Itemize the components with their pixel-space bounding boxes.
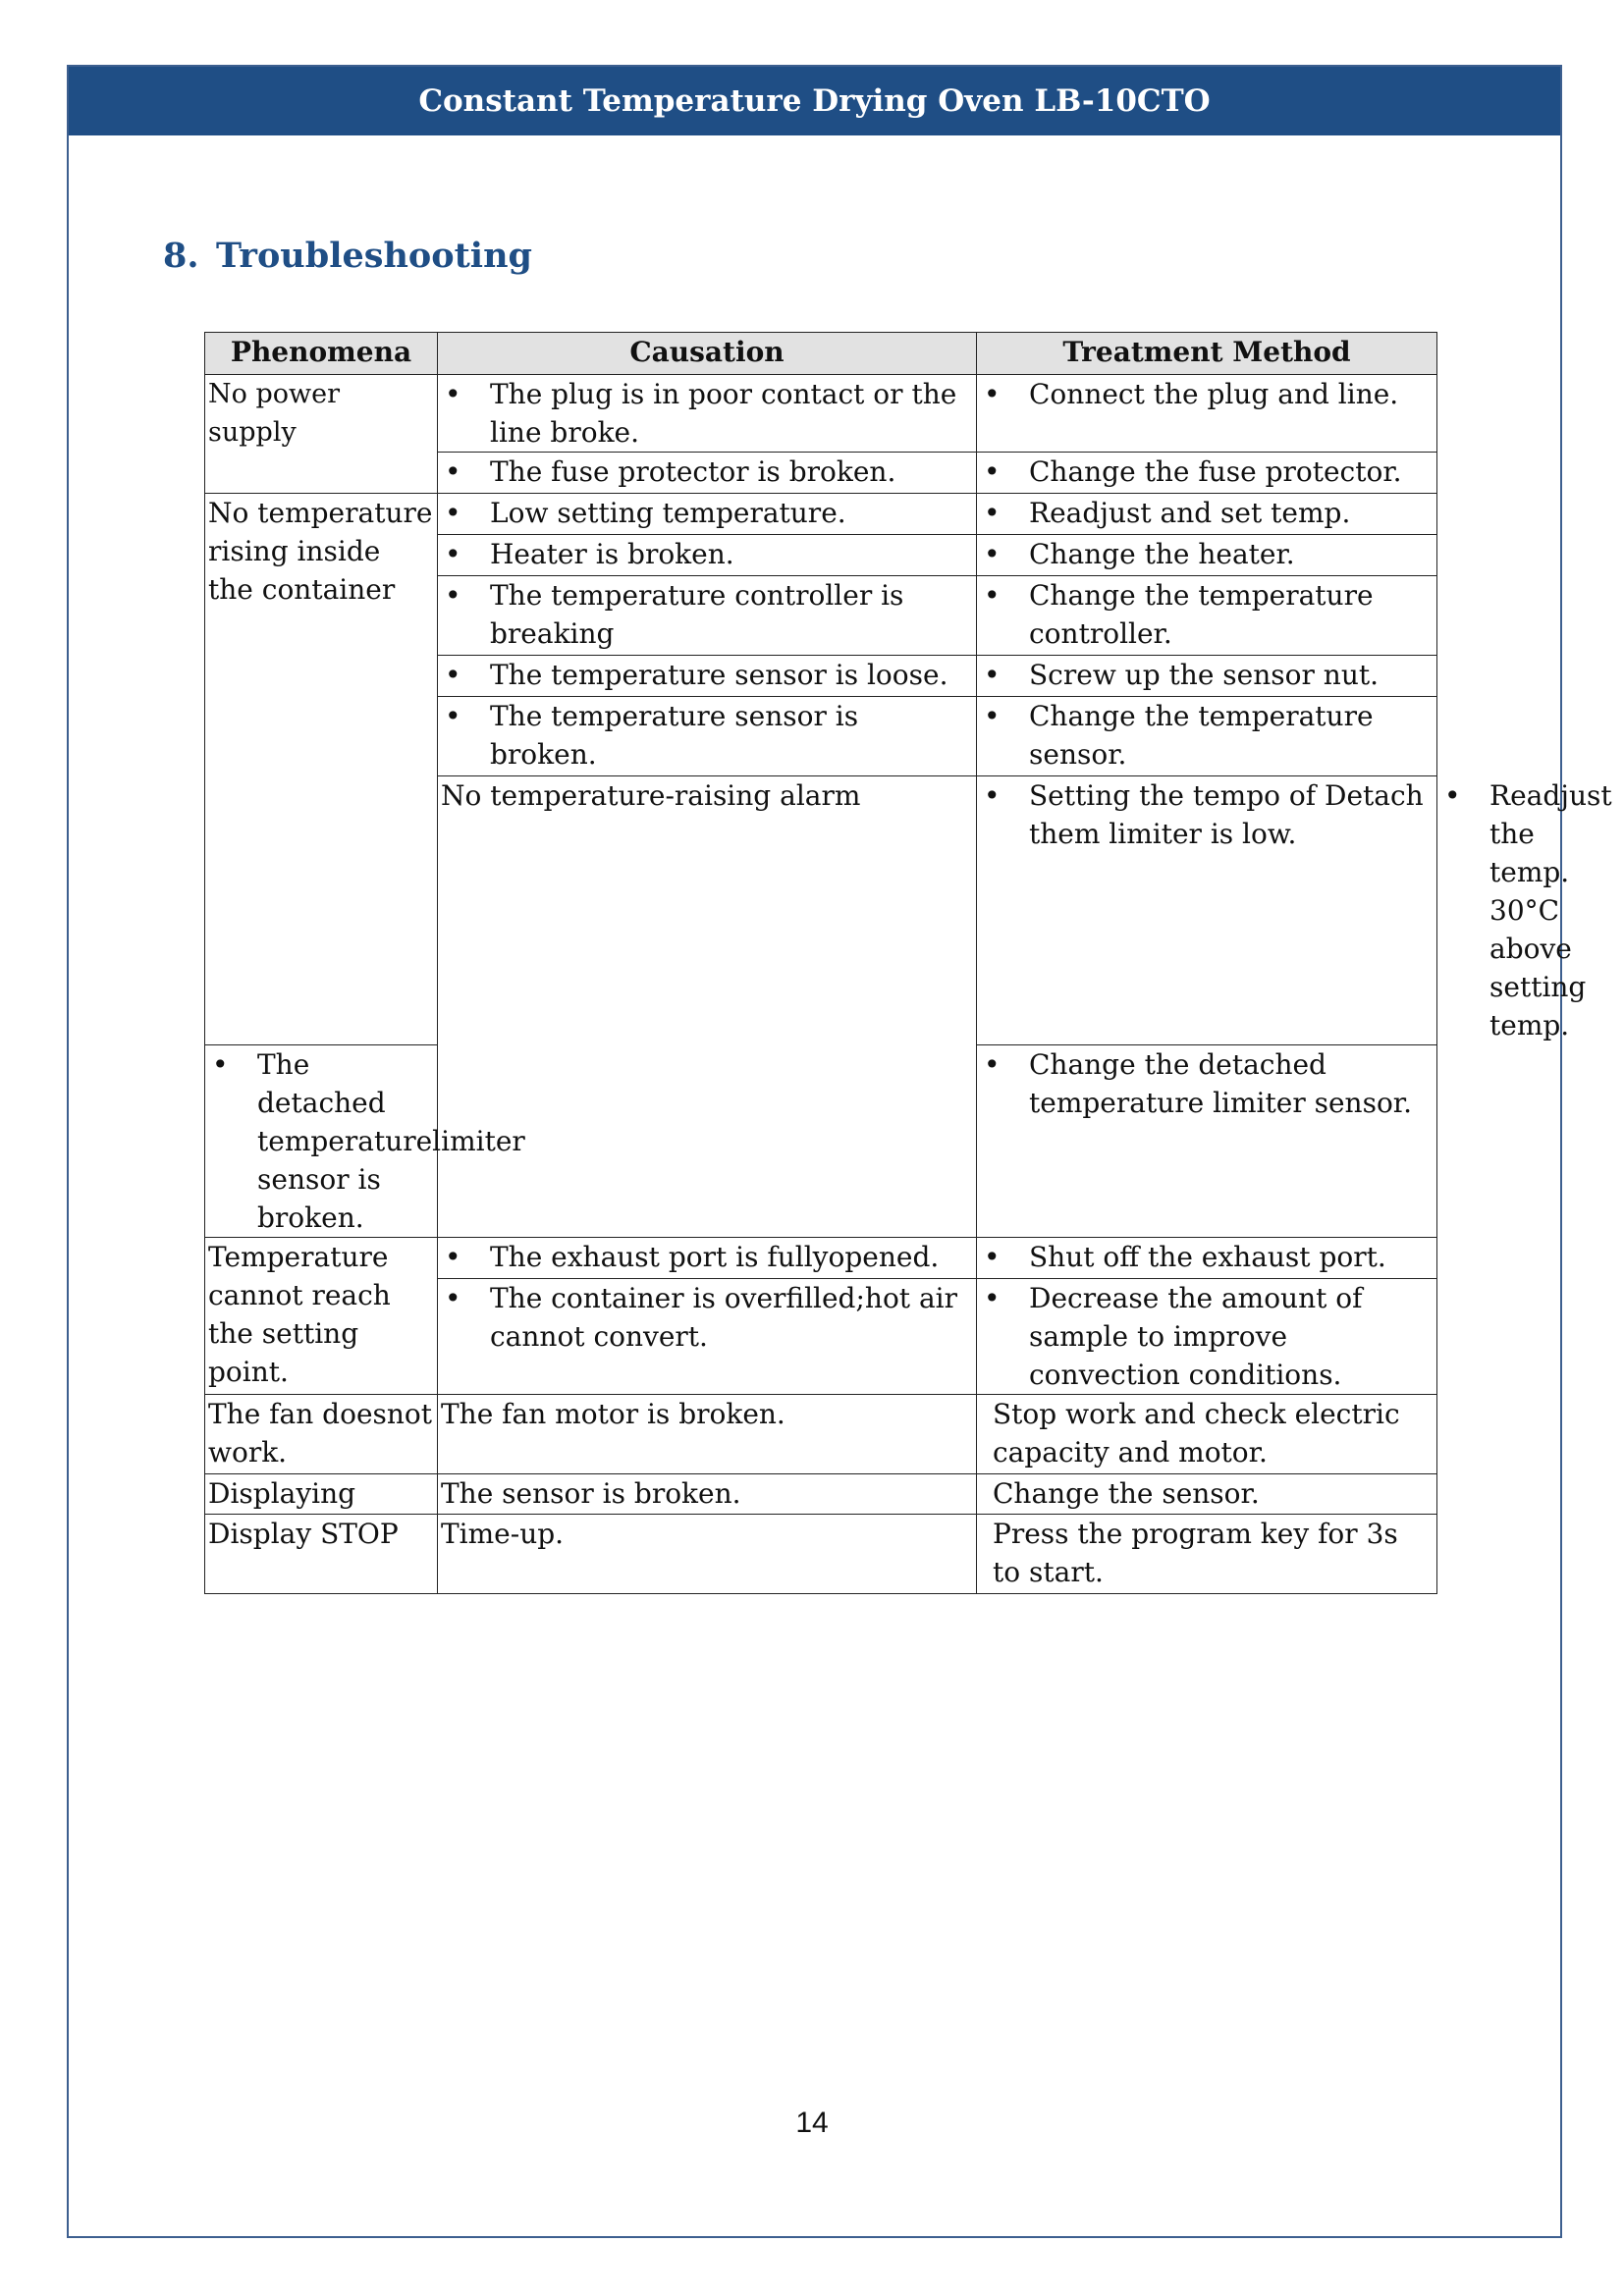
section-number: 8. (163, 236, 199, 276)
header-causation: Causation (438, 333, 977, 375)
treatment-cell: Press the program key for 3s to start. (977, 1515, 1437, 1594)
page-number: 14 (795, 2107, 829, 2139)
treatment-cell: • Change the temperature controller. (977, 576, 1437, 656)
causation-cell: The sensor is broken. (438, 1474, 977, 1515)
section-heading (163, 236, 532, 276)
causation-cell: • Heater is broken. (438, 535, 977, 576)
treatment-cell: Stop work and check electric capacity and motor. (977, 1395, 1437, 1474)
phenomena-cell: The fan doesnot work. (205, 1395, 438, 1474)
causation-cell: • The plug is in poor contact or the line broke. (438, 375, 977, 453)
treatment-cell: • Change the temperature sensor. (977, 697, 1437, 776)
treatment-cell: • Connect the plug and line. (977, 375, 1437, 453)
phenomena-cell: No temperature rising inside the container (205, 494, 438, 1045)
table-row (205, 1474, 1437, 1515)
table-header-row (205, 333, 1437, 375)
table-row (205, 1238, 1437, 1279)
phenomena-cell: No power supply (205, 375, 438, 494)
causation-cell: • The temperature controller is breaking (438, 576, 977, 656)
causation-cell: Time-up. (438, 1515, 977, 1594)
treatment-cell: • Shut off the exhaust port. (977, 1238, 1437, 1279)
phenomena-cell: Display STOP (205, 1515, 438, 1594)
causation-cell: • The detached temperaturelimiter sensor is broken. (205, 1045, 438, 1238)
section-title: Troubleshooting (216, 236, 532, 276)
phenomena-cell: Temperature cannot reach the setting point. (205, 1238, 438, 1395)
table-row (205, 494, 1437, 535)
causation-cell: • Low setting temperature. (438, 494, 977, 535)
table-row (205, 375, 1437, 453)
treatment-cell: • Readjust and set temp. (977, 494, 1437, 535)
causation-cell: • The container is overfilled;hot air cannot convert. (438, 1279, 977, 1395)
causation-cell: • Setting the tempo of Detach them limiter is low. (977, 776, 1437, 1045)
treatment-cell: • Change the fuse protector. (977, 453, 1437, 494)
phenomena-cell: Displaying (205, 1474, 438, 1515)
causation-cell: • The exhaust port is fullyopened. (438, 1238, 977, 1279)
treatment-cell: Change the sensor. (977, 1474, 1437, 1515)
table-row (205, 1515, 1437, 1594)
treatment-cell: • Decrease the amount of sample to improve convection conditions. (977, 1279, 1437, 1395)
table-row (205, 1395, 1437, 1474)
header-phenomena: Phenomena (205, 333, 438, 375)
causation-cell: • The fuse protector is broken. (438, 453, 977, 494)
header-treatment: Treatment Method (977, 333, 1437, 375)
page-header: Constant Temperature Drying Oven LB-10CTO (69, 67, 1560, 135)
treatment-cell: • Change the detached temperature limiter sensor. (977, 1045, 1437, 1238)
causation-cell: • The temperature sensor is broken. (438, 697, 977, 776)
causation-cell: • The temperature sensor is loose. (438, 656, 977, 697)
troubleshooting-table (204, 332, 1612, 1594)
treatment-cell: • Screw up the sensor nut. (977, 656, 1437, 697)
causation-cell: The fan motor is broken. (438, 1395, 977, 1474)
treatment-cell: • Change the heater. (977, 535, 1437, 576)
phenomena-cell: No temperature-raising alarm (438, 776, 977, 1238)
table-row: No temperature-raising alarm • Setting the tempo of Detach them limiter is low. • Readjust the temp. 30°C above setting temp. (205, 776, 1437, 1045)
